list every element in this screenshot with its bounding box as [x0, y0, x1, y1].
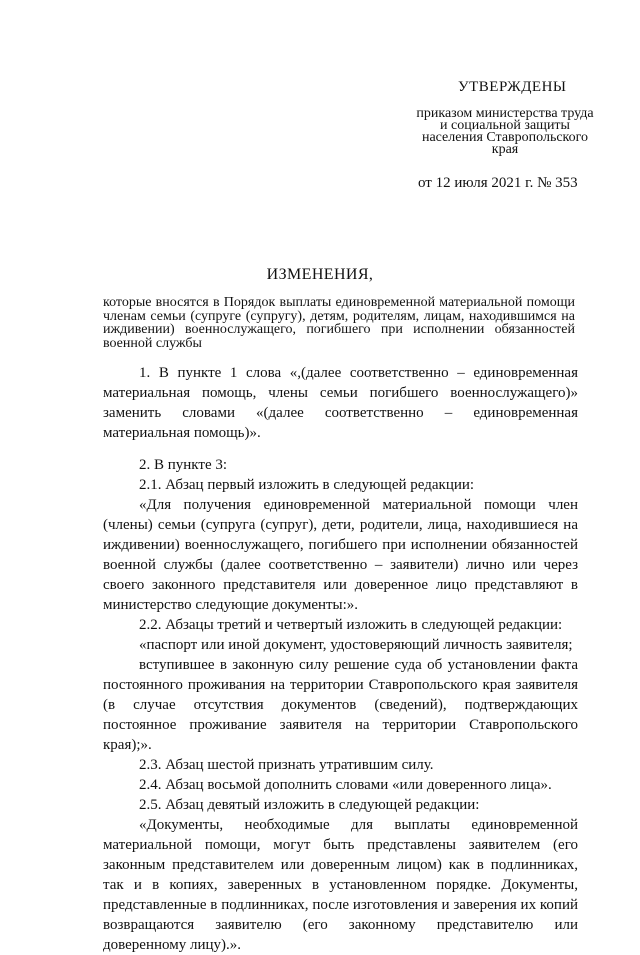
- document-subtitle: которые вносятся в Порядок выплаты единовременной материальной помощи членам семьи (супруге (супругу), детям, родителям, лицам, находившимся на иждивении) военнослужащего, погибшего при исполнении обязанностей военной службы: [103, 295, 575, 351]
- paragraph: вступившее в законную силу решение суда об установлении факта постоянного проживания на территории Ставропольского края заявителя (в случае отсутствия документов (сведений), подтверждающих постоянное проживание заявителя на территории Ставропольского края);».: [103, 657, 578, 753]
- paragraph: «Для получения единовременной материальной помощи член (члены) семьи (супруга (супруг), дети, родители, лица, находившиеся на иждивении) военнослужащего, погибшего при исполнении обязанностей военной службы (далее соответственно – заявители) лично или через своего законного представителя или доверенное лицо представляют в министерство следующие документы:».: [103, 497, 578, 613]
- approval-title: УТВЕРЖДЕНЫ: [458, 79, 567, 95]
- document-body: [103, 363, 578, 955]
- paragraph: 2.2. Абзацы третий и четвертый изложить в следующей редакции:: [139, 617, 563, 633]
- paragraph: 2. В пункте 3:: [139, 457, 228, 473]
- approval-issuer-line: и социальной защиты: [440, 118, 570, 133]
- document-title: ИЗМЕНЕНИЯ,: [266, 266, 374, 283]
- approval-issuer-line: населения Ставропольского: [421, 130, 589, 145]
- approval-order-date: от 12 июля 2021 г. № 353: [418, 175, 578, 191]
- paragraph: «Документы, необходимые для выплаты единовременной материальной помощи, могут быть представлены заявителем (его законным представителем или доверенным лицом) как в подлинниках, так и в копиях, заверенных в установленном порядке. Документы, представленные в подлинниках, после изготовления и заверения их копий возвращаются заявителю (его законному представителю или доверенному лицу).».: [103, 817, 578, 953]
- paragraph: 1. В пункте 1 слова «,(далее соответственно – единовременная материальная помощь, члены семьи погибшего военнослужащего)» заменить словами «(далее соответственно – единовременная материальная помощь)».: [103, 365, 578, 441]
- paragraph: «паспорт или иной документ, удостоверяющий личность заявителя;: [139, 637, 573, 653]
- approval-issuer-line: приказом министерства труда: [416, 106, 594, 121]
- paragraph: 2.3. Абзац шестой признать утратившим силу.: [139, 757, 434, 773]
- paragraph: 2.4. Абзац восьмой дополнить словами «или доверенного лица».: [139, 777, 552, 793]
- paragraph: 2.5. Абзац девятый изложить в следующей редакции:: [139, 797, 480, 813]
- paragraph: 2.1. Абзац первый изложить в следующей редакции:: [139, 477, 475, 493]
- approval-issuer-line: края: [491, 142, 519, 157]
